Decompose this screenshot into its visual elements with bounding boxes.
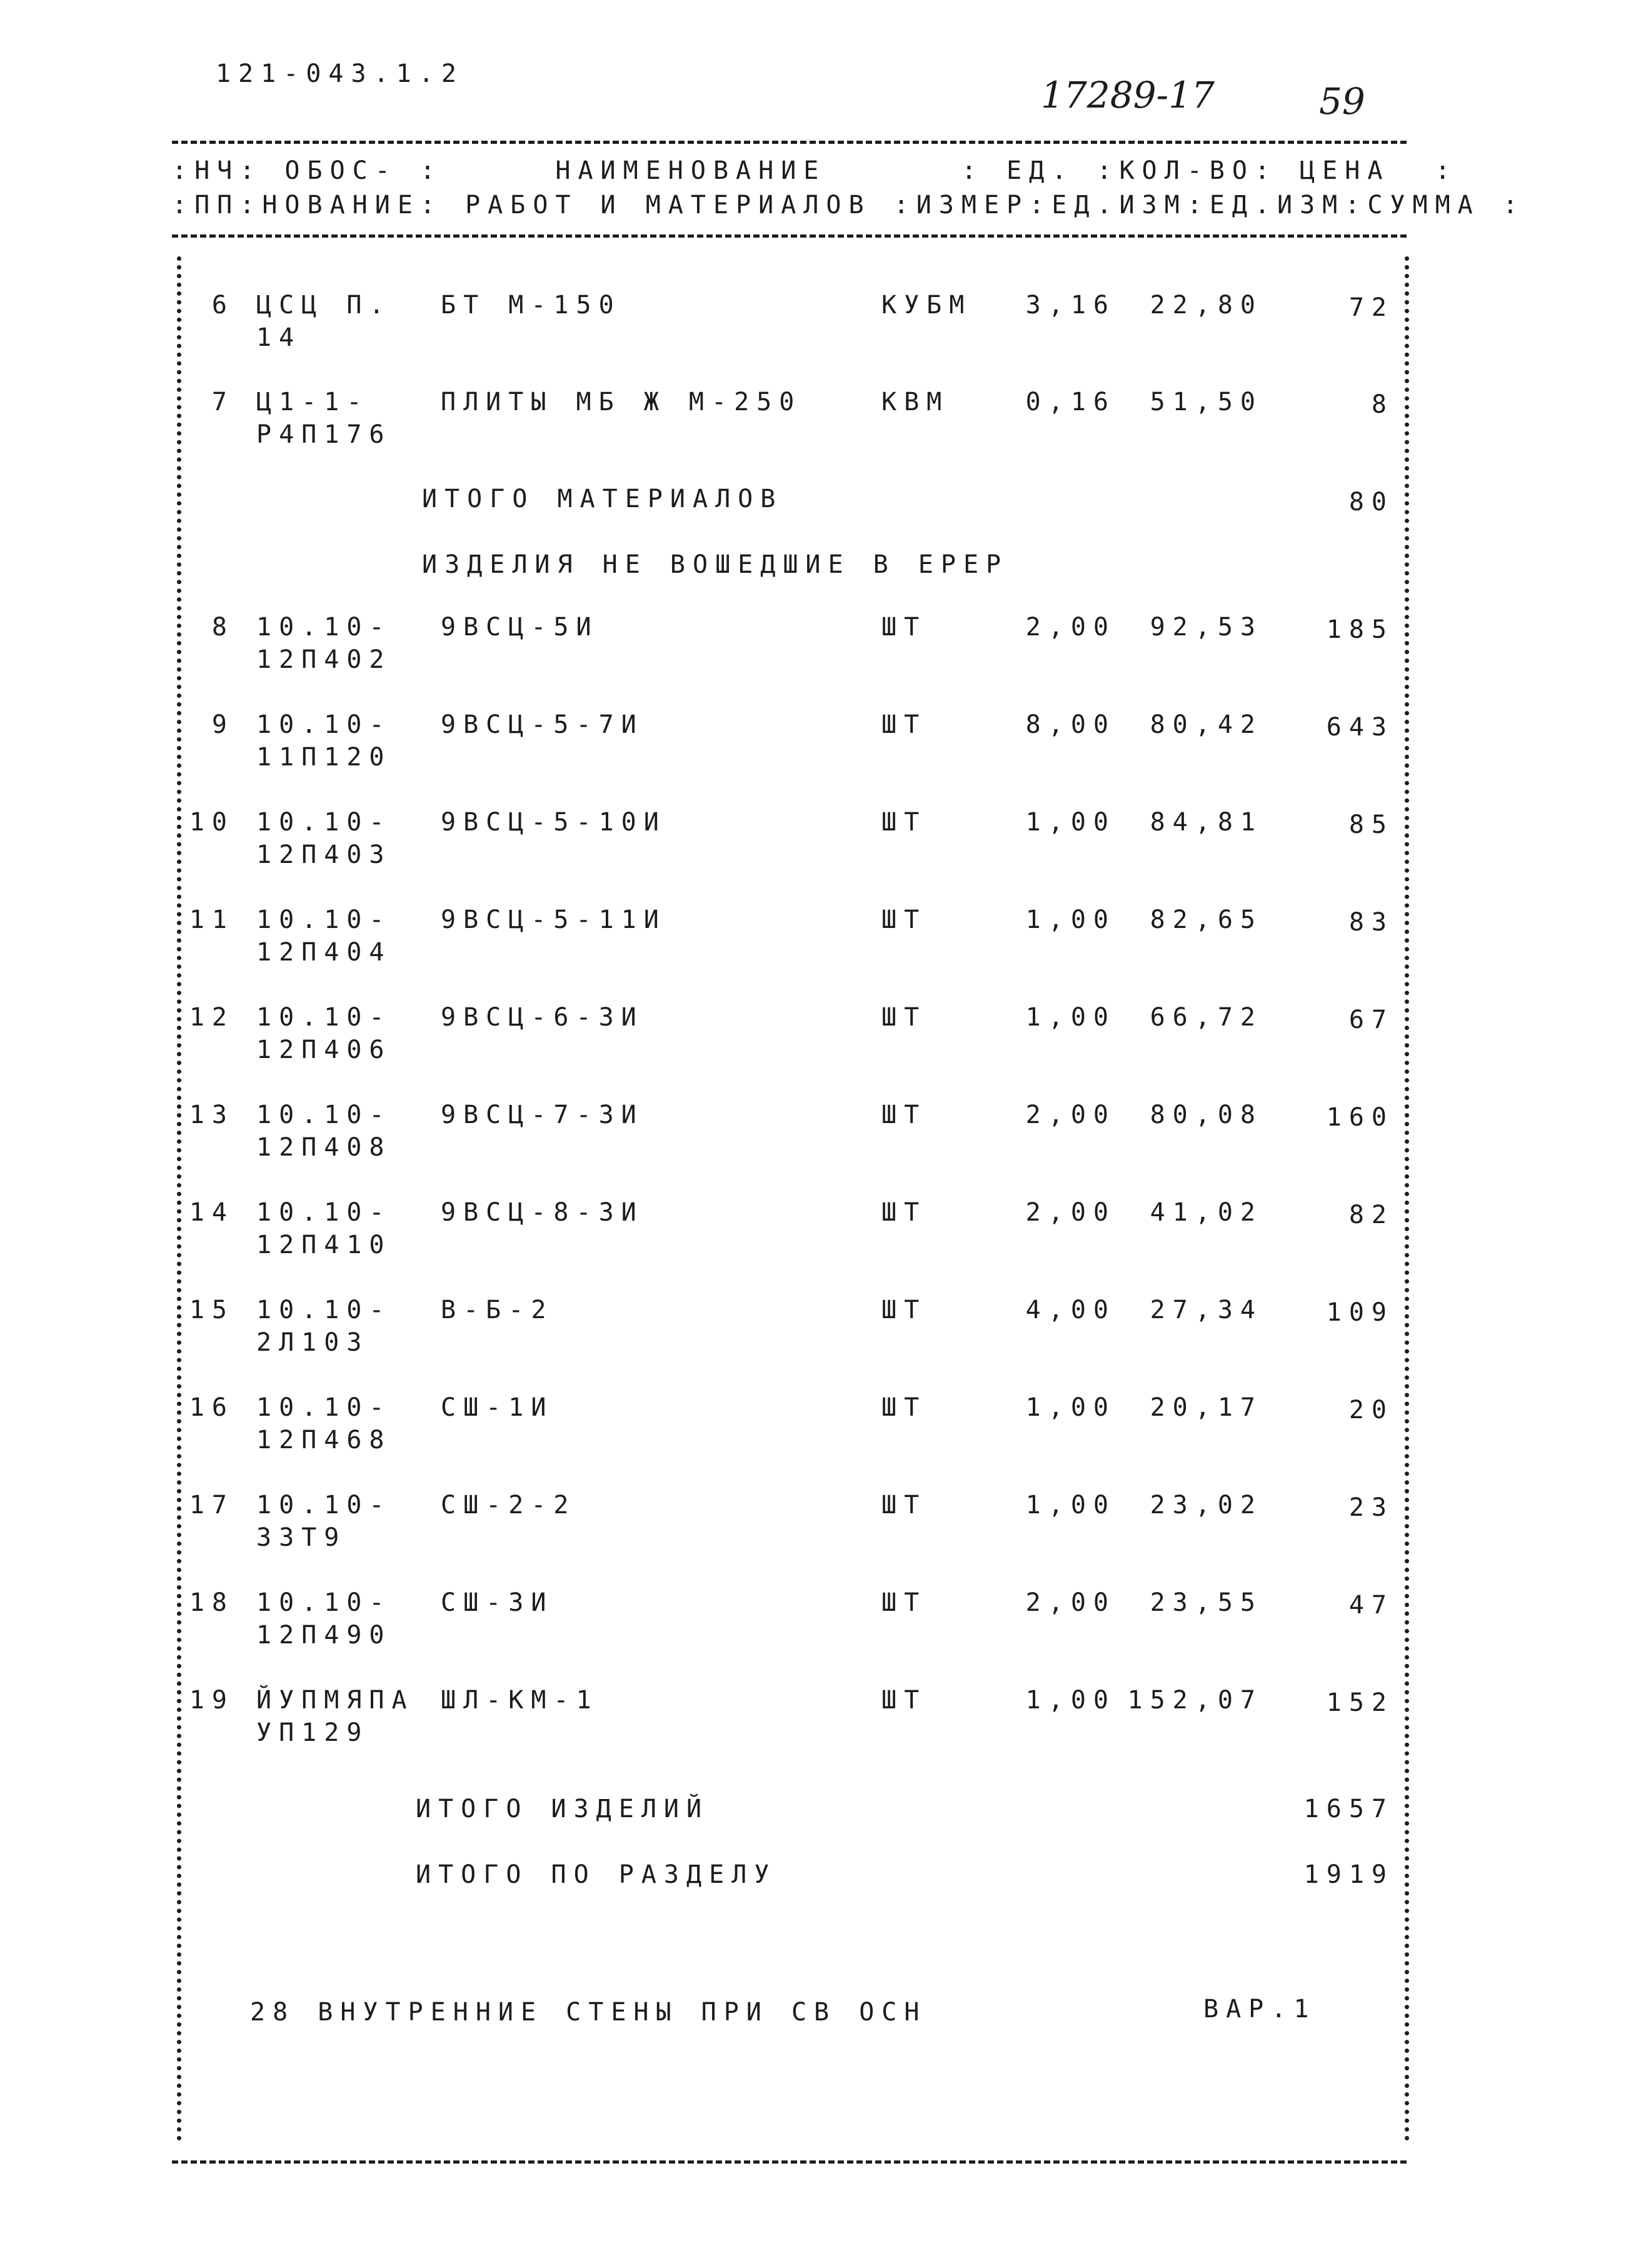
row-price: 80,42: [1150, 710, 1263, 739]
header-bottom-rule: [172, 234, 1407, 238]
row-unit: ШТ: [881, 1003, 927, 1032]
row-name: В-Б-2: [441, 1296, 554, 1324]
row-sum: 23: [1348, 1493, 1394, 1522]
row-unit: ШТ: [881, 1296, 927, 1324]
row-number: 14: [189, 1198, 234, 1227]
row-code-line2: УП129: [256, 1718, 369, 1747]
row-code-line1: 10.10-: [256, 808, 392, 837]
row-number: 18: [189, 1588, 234, 1617]
row-number: 7: [211, 388, 234, 416]
row-price: 41,02: [1150, 1198, 1263, 1227]
row-quantity: 2,00: [1025, 1588, 1116, 1617]
row-unit: ШТ: [881, 613, 927, 642]
row-price: 66,72: [1150, 1003, 1263, 1032]
row-name: СШ-3И: [441, 1588, 554, 1617]
row-code-line1: 10.10-: [256, 1296, 392, 1324]
row-code-line2: 12П408: [256, 1133, 392, 1162]
header-line-1: :НЧ: ОБОС- : НАИМЕНОВАНИЕ : ЕД. :КОЛ-ВО: ЦЕНА :: [172, 156, 1458, 185]
row-number: 10: [189, 808, 234, 837]
row-price: 92,53: [1150, 613, 1263, 642]
row-sum: 8: [1371, 390, 1394, 419]
header-line-2: :ПП:НОВАНИЕ: РАБОТ И МАТЕРИАЛОВ :ИЗМЕР:ЕД.ИЗМ:ЕД.ИЗМ:СУММА :: [172, 191, 1525, 219]
materials-total-sum: 80: [1348, 488, 1394, 517]
row-sum: 47: [1348, 1591, 1394, 1620]
row-name: 9ВСЦ-6-3И: [441, 1003, 644, 1032]
row-unit: ШТ: [881, 1491, 927, 1520]
row-name: 9ВСЦ-8-3И: [441, 1198, 644, 1227]
row-price: 82,65: [1150, 905, 1263, 934]
table-row: [0, 1491, 1626, 1591]
row-number: 13: [189, 1101, 234, 1129]
row-unit: ШТ: [881, 808, 927, 837]
row-unit: ШТ: [881, 1393, 927, 1422]
row-sum: 67: [1348, 1005, 1394, 1034]
row-sum: 109: [1326, 1298, 1394, 1327]
row-code-line2: 12П468: [256, 1426, 392, 1454]
row-quantity: 3,16: [1025, 291, 1116, 320]
row-price: 20,17: [1150, 1393, 1263, 1422]
row-unit: ШТ: [881, 1588, 927, 1617]
table-row: [0, 613, 1626, 713]
row-code-line2: 14: [256, 323, 302, 352]
row-code-line2: 12П490: [256, 1621, 392, 1650]
row-code-line1: 10.10-: [256, 1393, 392, 1422]
table-row: [0, 710, 1626, 810]
row-code-line2: 12П404: [256, 938, 392, 967]
row-price: 23,55: [1150, 1588, 1263, 1617]
row-code-line1: ЦСЦ П.: [256, 291, 392, 320]
header-top-rule: [172, 141, 1407, 144]
section-title: 28 ВНУТРЕННИЕ СТЕНЫ ПРИ СВ ОСН: [250, 1998, 927, 2027]
materials-total-label: ИТОГО МАТЕРИАЛОВ: [422, 485, 783, 513]
row-unit: ШТ: [881, 1198, 927, 1227]
row-quantity: 4,00: [1025, 1296, 1116, 1324]
row-code-line2: Р4П176: [256, 420, 392, 449]
handwritten-reference: 17289-17: [1041, 74, 1215, 116]
row-code-line1: 10.10-: [256, 1101, 392, 1129]
row-number: 16: [189, 1393, 234, 1422]
row-price: 27,34: [1150, 1296, 1263, 1324]
row-price: 152,07: [1127, 1686, 1263, 1715]
row-number: 6: [211, 291, 234, 320]
row-code-line1: 10.10-: [256, 1491, 392, 1520]
table-row: [0, 1686, 1626, 1786]
row-price: 22,80: [1150, 291, 1263, 320]
document-code: 121-04З.1.2: [216, 59, 464, 88]
row-code-line2: 11П120: [256, 743, 392, 772]
row-number: 9: [211, 710, 234, 739]
row-quantity: 0,16: [1025, 388, 1116, 416]
table-row: [0, 1198, 1626, 1298]
row-sum: 83: [1348, 908, 1394, 937]
row-code-line1: ЙУПМЯПА: [256, 1686, 414, 1715]
row-number: 17: [189, 1491, 234, 1520]
row-code-line1: Ц1-1-: [256, 388, 369, 416]
row-unit: ШТ: [881, 905, 927, 934]
row-code-line2: 2Л103: [256, 1328, 369, 1357]
table-row: [0, 1588, 1626, 1688]
table-row: [0, 1101, 1626, 1201]
row-number: 15: [189, 1296, 234, 1324]
row-quantity: 8,00: [1025, 710, 1116, 739]
row-number: 11: [189, 905, 234, 934]
items-total-label: ИТОГО ИЗДЕЛИЙ: [416, 1795, 710, 1823]
row-unit: КВМ: [881, 388, 950, 416]
row-number: 8: [211, 613, 234, 642]
table-row: [0, 905, 1626, 1005]
variant-label: ВАР.1: [1203, 1995, 1317, 2024]
row-code-line2: 12П402: [256, 645, 392, 674]
row-quantity: 2,00: [1025, 613, 1116, 642]
table-row: [0, 1003, 1626, 1103]
row-price: 23,02: [1150, 1491, 1263, 1520]
row-sum: 82: [1348, 1201, 1394, 1229]
row-code-line2: 12П410: [256, 1231, 392, 1259]
table-row: [0, 1393, 1626, 1493]
row-unit: ШТ: [881, 1101, 927, 1129]
row-code-line1: 10.10-: [256, 613, 392, 642]
section-total-label: ИТОГО ПО РАЗДЕЛУ: [416, 1860, 777, 1889]
row-quantity: 1,00: [1025, 1491, 1116, 1520]
table-row: [0, 1296, 1626, 1396]
section-total-sum: 1919: [1303, 1860, 1394, 1889]
row-code-line2: 33Т9: [256, 1523, 347, 1552]
row-name: 9ВСЦ-5-7И: [441, 710, 644, 739]
row-name: ШЛ-КМ-1: [441, 1686, 599, 1715]
row-quantity: 1,00: [1025, 808, 1116, 837]
row-number: 19: [189, 1686, 234, 1715]
row-number: 12: [189, 1003, 234, 1032]
row-code-line1: 10.10-: [256, 710, 392, 739]
row-name: 9ВСЦ-5И: [441, 613, 599, 642]
items-total-sum: 1657: [1303, 1795, 1394, 1823]
row-code-line1: 10.10-: [256, 905, 392, 934]
items-heading: ИЗДЕЛИЯ НЕ ВОШЕДШИЕ В ЕРЕР: [422, 550, 1009, 579]
row-code-line1: 10.10-: [256, 1003, 392, 1032]
table-row: [0, 808, 1626, 908]
row-code-line1: 10.10-: [256, 1588, 392, 1617]
row-unit: ШТ: [881, 710, 927, 739]
bottom-rule: [172, 2160, 1407, 2164]
row-quantity: 2,00: [1025, 1101, 1116, 1129]
row-sum: 72: [1348, 293, 1394, 322]
row-price: 84,81: [1150, 808, 1263, 837]
row-sum: 20: [1348, 1396, 1394, 1424]
row-name: 9ВСЦ-5-10И: [441, 808, 666, 837]
row-quantity: 1,00: [1025, 1003, 1116, 1032]
row-price: 51,50: [1150, 388, 1263, 416]
row-name: 9ВСЦ-5-11И: [441, 905, 666, 934]
row-name: СШ-1И: [441, 1393, 554, 1422]
row-quantity: 1,00: [1025, 905, 1116, 934]
row-quantity: 1,00: [1025, 1686, 1116, 1715]
row-sum: 160: [1326, 1103, 1394, 1132]
table-row: [0, 291, 1626, 391]
row-unit: ШТ: [881, 1686, 927, 1715]
row-sum: 85: [1348, 810, 1394, 839]
row-quantity: 1,00: [1025, 1393, 1116, 1422]
row-name: БТ М-150: [441, 291, 621, 320]
table-row: [0, 388, 1626, 488]
row-name: 9ВСЦ-7-3И: [441, 1101, 644, 1129]
page-number: 59: [1319, 80, 1365, 123]
row-name: СШ-2-2: [441, 1491, 576, 1520]
row-sum: 185: [1326, 615, 1394, 644]
row-sum: 643: [1326, 713, 1394, 742]
row-quantity: 2,00: [1025, 1198, 1116, 1227]
row-code-line1: 10.10-: [256, 1198, 392, 1227]
row-price: 80,08: [1150, 1101, 1263, 1129]
row-code-line2: 12П406: [256, 1036, 392, 1064]
row-code-line2: 12П403: [256, 840, 392, 869]
row-name: ПЛИТЫ МБ Ж М-250: [441, 388, 802, 416]
row-unit: КУБМ: [881, 291, 972, 320]
row-sum: 152: [1326, 1688, 1394, 1717]
